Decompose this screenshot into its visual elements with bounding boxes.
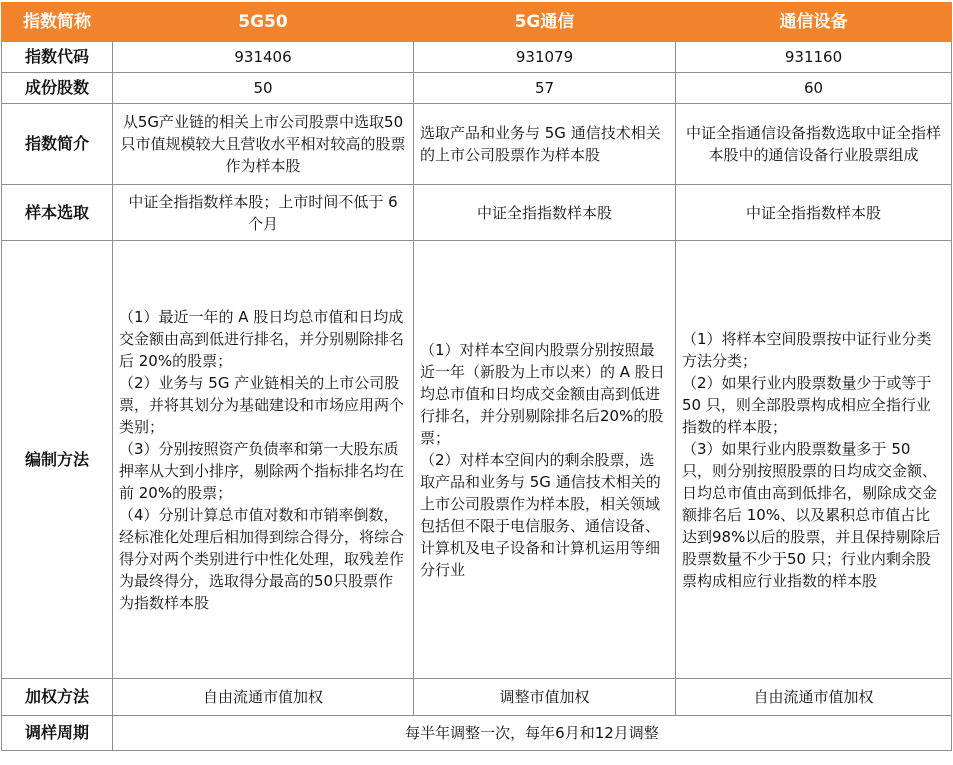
row-weighting xyxy=(2,679,952,716)
intro-telecom-equipment: 中证全指通信设备指数选取中证全指样本股中的通信设备行业股票组成 xyxy=(676,104,952,185)
method-5g50-step-4: （4）分别计算总市值对数和市销率倒数，经标准化处理后相加得到综合得分，将综合得分对两个类别进行中性化处理，取残差作为最终得分，选取得分最高的50只股票作为指数样本股 xyxy=(119,505,405,612)
method-telecom-equipment xyxy=(676,241,952,679)
row-label-method: 编制方法 xyxy=(2,241,113,679)
intro-5g-telecom: 选取产品和业务与 5G 通信技术相关的上市公司股票作为样本股 xyxy=(414,104,676,185)
method-telecom-equipment-step-1: （1）将样本空间股票按中证行业分类方法分类； xyxy=(682,329,932,370)
header-5g50: 5G50 xyxy=(113,3,414,42)
method-5g50-step-2: （2）业务与 5G 产业链相关的上市公司股票，并将其划分为基础建设和市场应用两个类别； xyxy=(119,373,405,436)
constituents-5g50: 50 xyxy=(113,73,414,104)
header-telecom-equipment: 通信设备 xyxy=(676,3,952,42)
row-label-weighting: 加权方法 xyxy=(2,679,113,716)
constituents-telecom-equipment: 60 xyxy=(676,73,952,104)
weighting-5g50: 自由流通市值加权 xyxy=(113,679,414,716)
code-5g-telecom: 931079 xyxy=(414,42,676,73)
constituents-5g-telecom: 57 xyxy=(414,73,676,104)
row-rebalance xyxy=(2,716,952,751)
method-5g-telecom xyxy=(414,241,676,679)
selection-5g-telecom: 中证全指指数样本股 xyxy=(414,185,676,241)
method-5g-telecom-step-2: （2）对样本空间内的剩余股票，选取产品和业务与 5G 通信技术相关的上市公司股票作为样本股，相关领域包括但不限于电信服务、通信设备、计算机及电子设备和计算机运用等细分行业 xyxy=(420,450,661,579)
header-5g-telecom: 5G通信 xyxy=(414,3,676,42)
index-comparison-table xyxy=(1,2,952,751)
code-5g50: 931406 xyxy=(113,42,414,73)
selection-5g50: 中证全指指数样本股；上市时间不低于 6 个月 xyxy=(113,185,414,241)
header-row xyxy=(2,3,952,42)
intro-5g50: 从5G产业链的相关上市公司股票中选取50只市值规模较大且营收水平相对较高的股票作为样本股 xyxy=(113,104,414,185)
method-5g-telecom-step-1: （1）对样本空间内股票分别按照最近一年（新股为上市以来）的 A 股日均总市值和日均成交金额由高到低进行排名，并分别剔除排名后20%的股票； xyxy=(420,340,665,447)
method-5g50-step-3: （3）分别按照资产负债率和第一大股东质押率从大到小排序，剔除两个指标排名均在前 20%的股票； xyxy=(119,439,405,502)
weighting-telecom-equipment: 自由流通市值加权 xyxy=(676,679,952,716)
row-index-code xyxy=(2,42,952,73)
row-label-code: 指数代码 xyxy=(2,42,113,73)
method-telecom-equipment-step-3: （3）如果行业内股票数量多于 50 只，则分别按照股票的日均成交金额、日均总市值由高到低排名，剔除成交金额排名后 10%、以及累积总市值占比达到98%以后的股票，并且保持剔除后股票数量不少于50 只；行业内剩余股票构成相应行业指数的样本股 xyxy=(682,439,941,590)
weighting-5g-telecom: 调整市值加权 xyxy=(414,679,676,716)
method-telecom-equipment-step-2: （2）如果行业内股票数量少于或等于 50 只，则全部股票构成相应全指行业指数的样本股； xyxy=(682,373,932,436)
row-constituents xyxy=(2,73,952,104)
method-5g50 xyxy=(113,241,414,679)
row-label-constituents: 成份股数 xyxy=(2,73,113,104)
code-telecom-equipment: 931160 xyxy=(676,42,952,73)
row-label-selection: 样本选取 xyxy=(2,185,113,241)
row-label-rebalance: 调样周期 xyxy=(2,716,113,751)
row-intro xyxy=(2,104,952,185)
selection-telecom-equipment: 中证全指指数样本股 xyxy=(676,185,952,241)
header-label: 指数简称 xyxy=(2,3,113,42)
row-method xyxy=(2,241,952,679)
method-5g50-step-1: （1）最近一年的 A 股日均总市值和日均成交金额由高到低进行排名，并分别剔除排名后 20%的股票； xyxy=(119,307,405,370)
rebalance-value: 每半年调整一次，每年6月和12月调整 xyxy=(113,716,952,751)
row-label-intro: 指数简介 xyxy=(2,104,113,185)
row-selection xyxy=(2,185,952,241)
